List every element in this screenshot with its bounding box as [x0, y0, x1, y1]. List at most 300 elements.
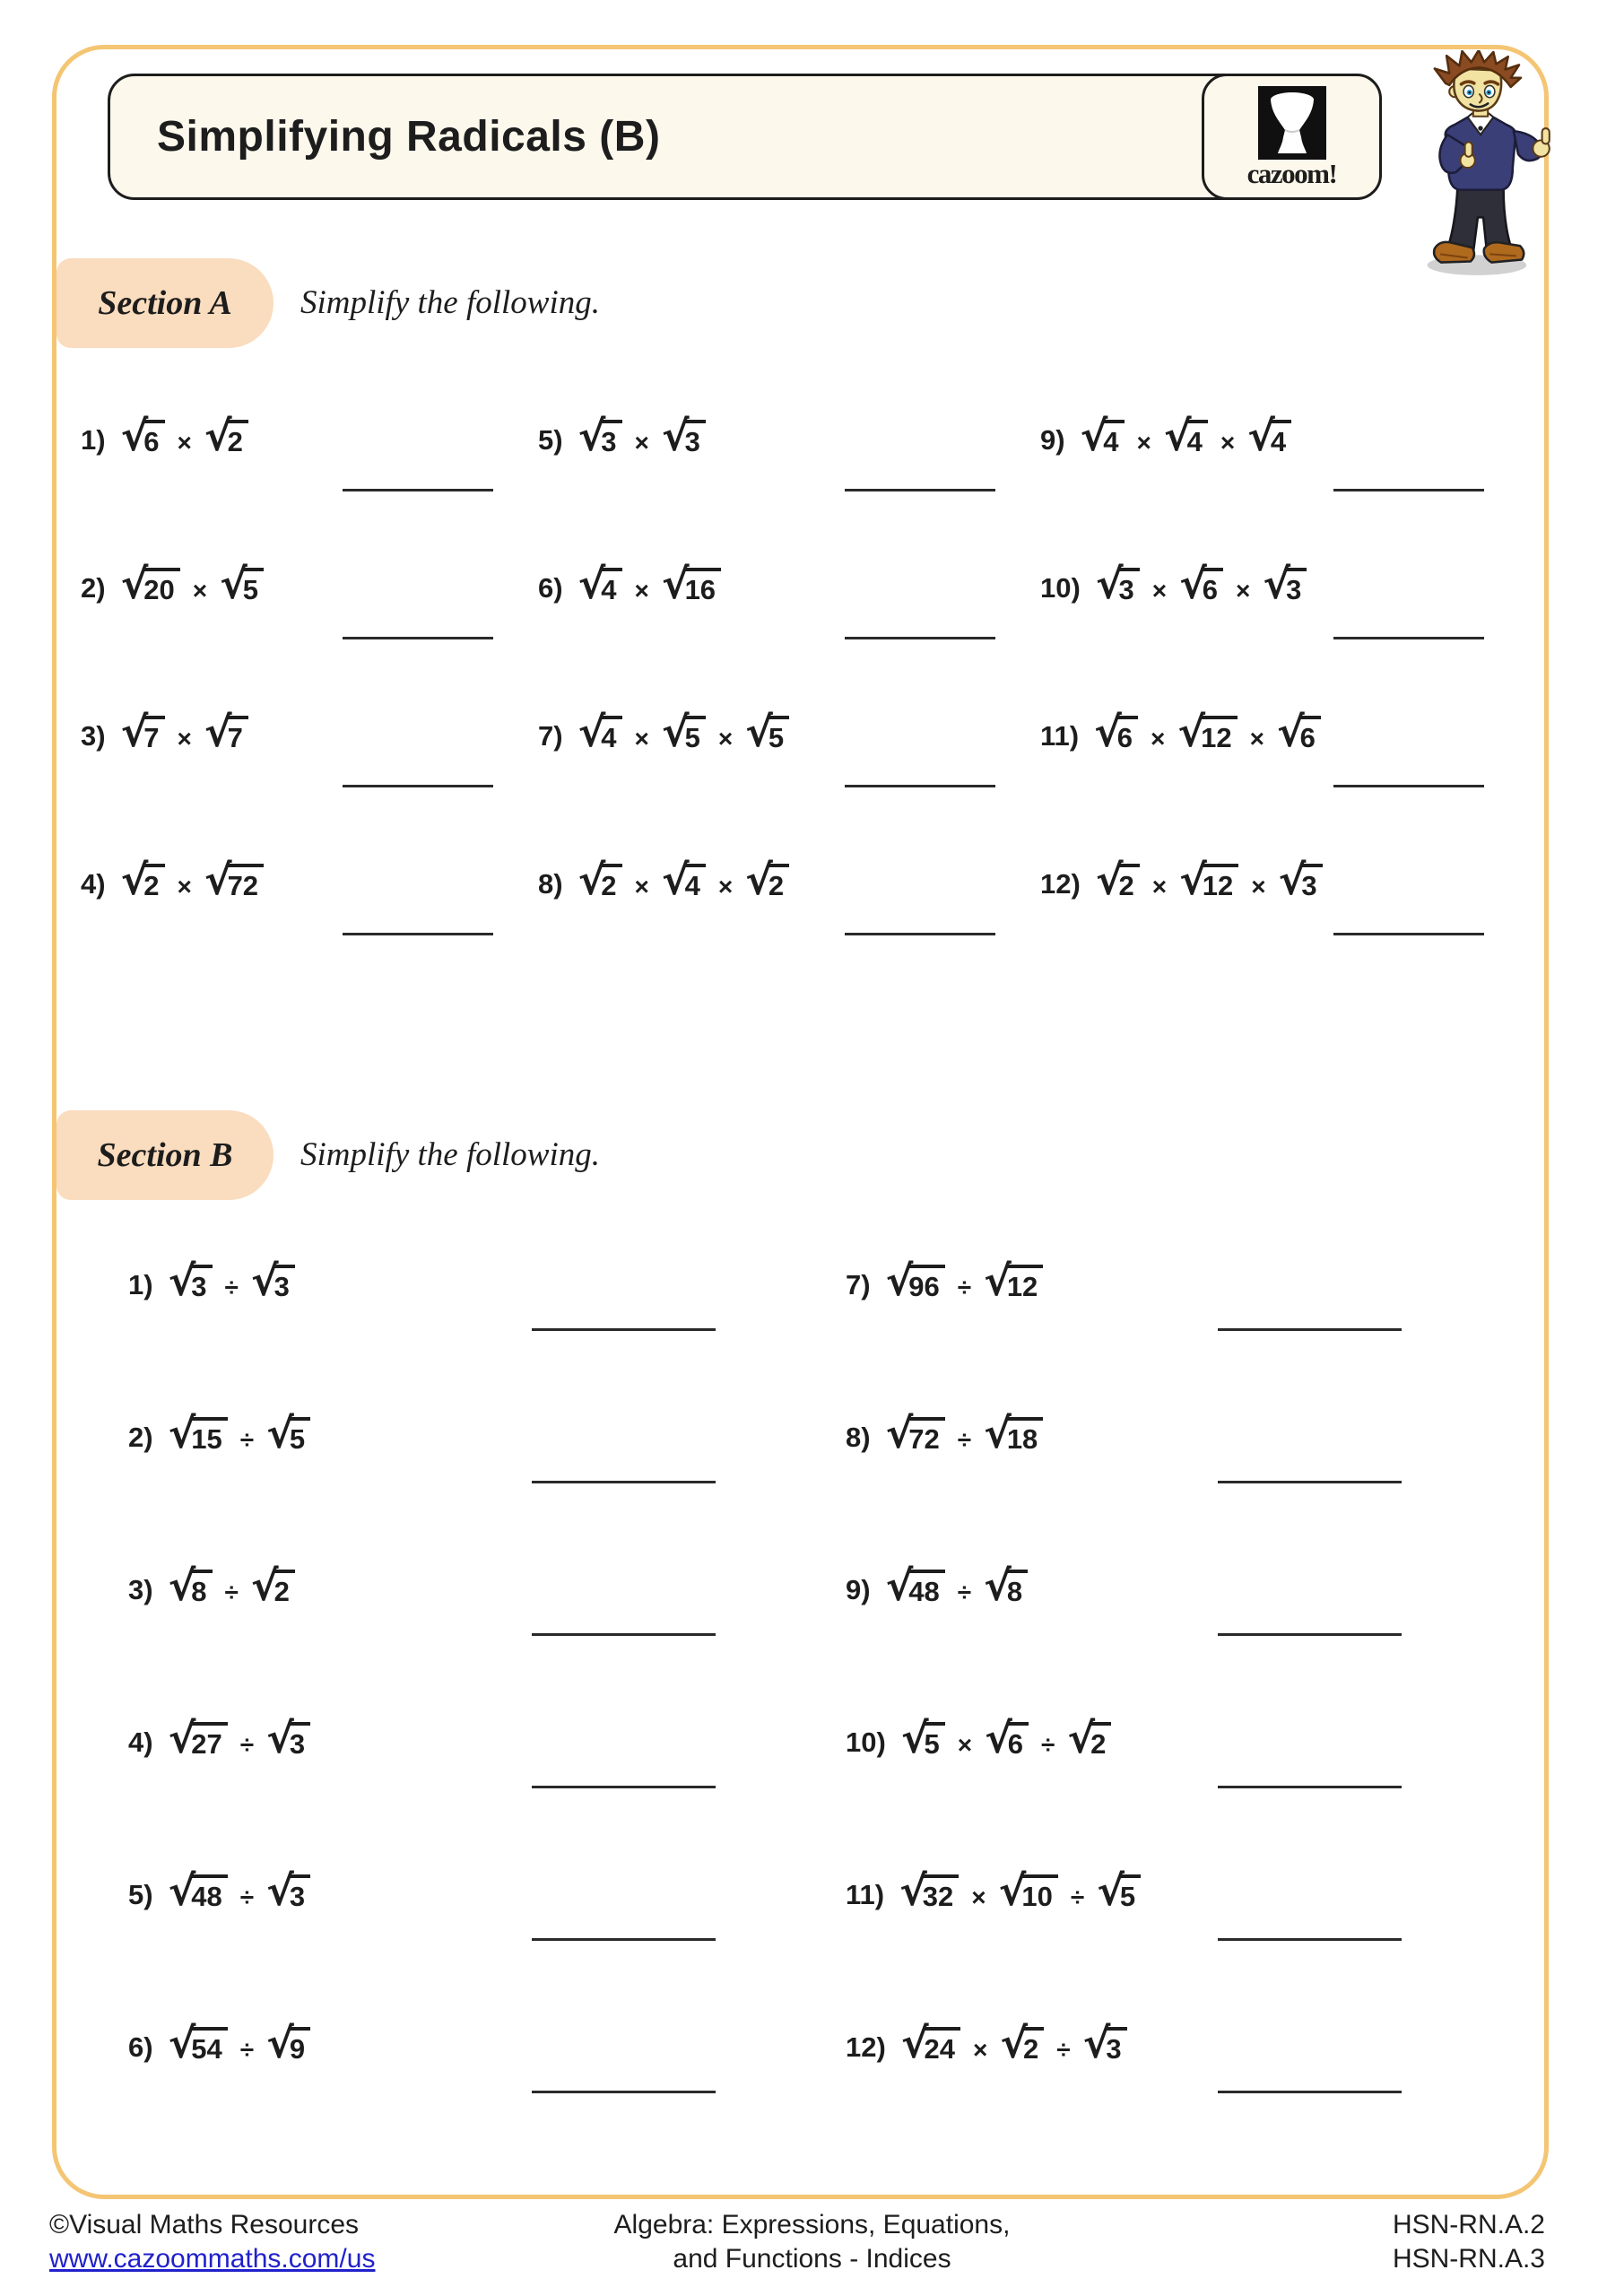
operator: ×: [1151, 577, 1168, 604]
radicand: 3: [274, 1265, 295, 1303]
answer-line: [1218, 1938, 1402, 1941]
problem: [846, 1561, 1532, 1718]
standard-code-2: HSN-RN.A.3: [1392, 2244, 1545, 2274]
sqrt-term: [1080, 412, 1125, 460]
sqrt-term: [661, 708, 706, 756]
problem-statement: [846, 1257, 1532, 1305]
radical-sign-icon: √: [661, 560, 687, 608]
radicand: 3: [190, 1265, 212, 1303]
sqrt-term: [578, 412, 622, 460]
problem-number: 4): [128, 1726, 153, 1758]
radical-sign-icon: √: [168, 1257, 194, 1305]
sqrt-term: [266, 2019, 310, 2067]
problem-expression: [884, 1409, 1046, 1457]
radicand: 27: [190, 1722, 227, 1761]
operator: ×: [957, 1731, 973, 1759]
sqrt-term: [120, 708, 165, 756]
problem-expression: [119, 560, 265, 608]
problem-statement: [81, 412, 538, 460]
section-a-problems-grid: [81, 412, 1529, 1007]
sqrt-term: [266, 1409, 310, 1457]
problem-expression: [1094, 560, 1309, 608]
radical-sign-icon: √: [985, 1714, 1010, 1762]
radicand: 4: [600, 568, 621, 606]
problem-expression: [577, 708, 792, 756]
problem-expression: [898, 1866, 1142, 1915]
problem-number: 9): [1040, 424, 1065, 456]
operator: ×: [1220, 429, 1236, 457]
problem-number: 8): [538, 868, 563, 900]
sqrt-term: [120, 560, 180, 608]
radicand: 2: [1022, 2027, 1044, 2066]
answer-line: [1218, 2091, 1402, 2093]
sqrt-term: [578, 856, 622, 904]
radical-sign-icon: √: [204, 708, 230, 756]
sqrt-term: [1263, 560, 1307, 608]
topic-line-1: Algebra: Expressions, Equations,: [613, 2210, 1011, 2239]
section-a-instruction: Simplify the following.: [300, 284, 601, 321]
problem-expression: [1092, 708, 1323, 756]
radical-sign-icon: √: [578, 856, 604, 904]
radicand: 54: [190, 2027, 227, 2066]
problem: [846, 1714, 1532, 1870]
problem-number: 6): [538, 572, 563, 604]
radicand: 2: [143, 864, 164, 902]
problem-expression: [119, 412, 250, 460]
answer-line: [1218, 1786, 1402, 1788]
radical-sign-icon: √: [661, 856, 687, 904]
radicand: 72: [227, 864, 264, 902]
sqrt-term: [204, 412, 248, 460]
radical-sign-icon: √: [250, 1257, 276, 1305]
mascot-boy-illustration: [1388, 50, 1573, 280]
problem-number: 7): [538, 720, 563, 752]
problem-number: 1): [128, 1269, 153, 1300]
problem-expression: [577, 560, 723, 608]
sqrt-term: [1179, 560, 1223, 608]
radical-sign-icon: √: [984, 1409, 1009, 1457]
problem-number: 11): [1040, 720, 1080, 752]
radical-sign-icon: √: [120, 412, 146, 460]
radical-sign-icon: √: [998, 1866, 1024, 1915]
problem-statement: [1040, 856, 1529, 904]
topic-line-2: and Functions - Indices: [673, 2244, 951, 2274]
problem-statement: [128, 1409, 846, 1457]
answer-line: [1333, 933, 1484, 935]
problem: [128, 2019, 846, 2175]
problem-expression: [167, 1257, 297, 1305]
sqrt-term: [900, 1714, 945, 1762]
operator: ×: [177, 429, 192, 457]
radicand: 12: [1200, 716, 1237, 754]
problem-statement: [846, 1409, 1532, 1457]
problem-number: 5): [538, 424, 563, 456]
problem-expression: [1079, 412, 1294, 460]
problem-statement: [846, 1866, 1532, 1915]
operator: ÷: [1041, 1731, 1055, 1759]
radicand: 2: [600, 864, 621, 902]
answer-line: [1218, 1633, 1402, 1636]
radical-sign-icon: √: [266, 2019, 291, 2067]
sqrt-term: [168, 1866, 228, 1915]
sqrt-term: [1276, 708, 1321, 756]
operator: ÷: [957, 1426, 972, 1454]
problem-statement: [538, 560, 1040, 608]
problem: [846, 1866, 1532, 2022]
footer-topic: [0, 2208, 1624, 2276]
radical-sign-icon: √: [1080, 412, 1106, 460]
answer-line: [1218, 1481, 1402, 1483]
radicand: 3: [600, 420, 621, 458]
radical-sign-icon: √: [120, 708, 146, 756]
answer-line: [343, 637, 493, 639]
answer-line: [532, 1938, 716, 1941]
sqrt-term: [250, 1257, 295, 1305]
radicand: 8: [190, 1570, 212, 1608]
operator: ×: [634, 429, 649, 457]
radicand: 5: [684, 716, 706, 754]
problem-number: 2): [81, 572, 106, 604]
sqrt-term: [1179, 856, 1238, 904]
problem: [128, 1561, 846, 1718]
problem: [1040, 560, 1529, 711]
problem-expression: [167, 1409, 312, 1457]
answer-line: [845, 637, 995, 639]
radicand: 18: [1006, 1417, 1043, 1456]
operator: ÷: [239, 2036, 255, 2064]
sqrt-term: [985, 1714, 1029, 1762]
cazoom-logo-box: [1202, 74, 1382, 200]
radicand: 2: [227, 420, 248, 458]
problem-statement: [538, 856, 1040, 904]
radical-sign-icon: √: [168, 2019, 194, 2067]
section-b-instruction: Simplify the following.: [300, 1136, 601, 1173]
radicand: 4: [1102, 420, 1124, 458]
answer-line: [532, 2091, 716, 2093]
radicand: 7: [227, 716, 248, 754]
answer-line: [1333, 637, 1484, 639]
radical-sign-icon: √: [1179, 856, 1204, 904]
radical-sign-icon: √: [1163, 412, 1189, 460]
problem-number: 3): [128, 1574, 153, 1605]
problem-statement: [538, 708, 1040, 756]
problem-number: 11): [846, 1879, 885, 1910]
problem-expression: [167, 1714, 312, 1762]
cazoom-website-link[interactable]: www.cazoommaths.com/us: [49, 2244, 376, 2274]
problem-statement: [128, 1561, 846, 1610]
operator: ×: [1236, 577, 1251, 604]
sqrt-term: [168, 1714, 228, 1762]
sqrt-term: [1000, 2019, 1044, 2067]
radicand: 5: [289, 1417, 310, 1456]
problem-expression: [167, 1561, 297, 1610]
radicand: 6: [1116, 716, 1138, 754]
sqrt-term: [120, 856, 165, 904]
problem: [1040, 412, 1529, 563]
radical-sign-icon: √: [120, 856, 146, 904]
problem: [1040, 708, 1529, 859]
answer-line: [343, 489, 493, 491]
sqrt-term: [266, 1714, 310, 1762]
radicand: 4: [1186, 420, 1208, 458]
radical-sign-icon: √: [1247, 412, 1272, 460]
sqrt-term: [1067, 1714, 1111, 1762]
operator: ×: [1136, 429, 1151, 457]
problem: [846, 2019, 1532, 2175]
problem-statement: [128, 1714, 846, 1762]
radicand: 3: [289, 1722, 310, 1761]
operator: ÷: [239, 1731, 255, 1759]
problem-statement: [538, 412, 1040, 460]
radical-sign-icon: √: [120, 560, 146, 608]
radical-sign-icon: √: [661, 412, 687, 460]
sqrt-term: [984, 1257, 1043, 1305]
operator: ×: [177, 725, 192, 752]
radicand: 24: [924, 2027, 960, 2066]
sqrt-term: [120, 412, 165, 460]
problem-number: 5): [128, 1879, 153, 1910]
problem: [846, 1409, 1532, 1565]
radical-sign-icon: √: [900, 1714, 926, 1762]
radical-sign-icon: √: [661, 708, 687, 756]
answer-line: [1333, 785, 1484, 787]
sqrt-term: [1097, 1866, 1141, 1915]
operator: ×: [634, 577, 649, 604]
problem-expression: [899, 1714, 1114, 1762]
radical-sign-icon: √: [1179, 560, 1204, 608]
radical-sign-icon: √: [1177, 708, 1203, 756]
radicand: 48: [908, 1570, 944, 1608]
operator: ×: [634, 725, 649, 752]
radical-sign-icon: √: [1094, 708, 1119, 756]
radical-sign-icon: √: [1067, 1714, 1093, 1762]
operator: ÷: [224, 1274, 239, 1301]
radical-sign-icon: √: [1095, 560, 1121, 608]
problem-expression: [167, 1866, 312, 1915]
radical-sign-icon: √: [1000, 2019, 1026, 2067]
sqrt-term: [984, 1561, 1028, 1610]
sqrt-term: [1278, 856, 1323, 904]
radicand: 3: [1285, 568, 1307, 606]
radicand: 9: [289, 2027, 310, 2066]
answer-line: [845, 489, 995, 491]
radical-sign-icon: √: [250, 1561, 276, 1610]
section-b-problems-grid: [128, 1257, 1532, 2175]
problem: [81, 856, 538, 1007]
radical-sign-icon: √: [168, 1714, 194, 1762]
problem-statement: [128, 2019, 846, 2067]
operator: ÷: [957, 1274, 972, 1301]
answer-line: [845, 785, 995, 787]
radicand: 3: [684, 420, 706, 458]
problem-expression: [884, 1561, 1029, 1610]
radicand: 5: [242, 568, 264, 606]
sqrt-term: [661, 856, 706, 904]
radical-sign-icon: √: [984, 1257, 1009, 1305]
radicand: 3: [1300, 864, 1322, 902]
radicand: 2: [768, 864, 789, 902]
operator: ×: [1249, 725, 1264, 752]
sqrt-term: [745, 708, 789, 756]
sqrt-term: [998, 1866, 1058, 1915]
radical-sign-icon: √: [1097, 1866, 1122, 1915]
answer-line: [343, 785, 493, 787]
radicand: 4: [1270, 420, 1291, 458]
sqrt-term: [900, 2019, 960, 2067]
operator: ×: [717, 873, 734, 900]
problem-number: 2): [128, 1422, 153, 1453]
sqrt-term: [1247, 412, 1291, 460]
problem: [128, 1866, 846, 2022]
problem-expression: [899, 2019, 1129, 2067]
sqrt-term: [1095, 560, 1140, 608]
problem: [128, 1714, 846, 1870]
sqrt-term: [1095, 856, 1140, 904]
sqrt-term: [1082, 2019, 1127, 2067]
operator: ÷: [957, 1578, 972, 1606]
operator: ÷: [1070, 1883, 1085, 1911]
problem-statement: [846, 1561, 1532, 1610]
problem-statement: [1040, 708, 1529, 756]
answer-line: [343, 933, 493, 935]
problem: [538, 560, 1040, 711]
sqrt-term: [1094, 708, 1138, 756]
radical-sign-icon: √: [578, 708, 604, 756]
problem-statement: [81, 560, 538, 608]
radical-sign-icon: √: [266, 1866, 291, 1915]
radicand: 16: [684, 568, 721, 606]
problem-number: 4): [81, 868, 106, 900]
problem-number: 10): [846, 1726, 886, 1758]
sqrt-term: [984, 1409, 1043, 1457]
radicand: 2: [1090, 1722, 1111, 1761]
radicand: 6: [143, 420, 164, 458]
problem: [538, 412, 1040, 563]
copyright-text: ©Visual Maths Resources: [49, 2210, 360, 2239]
operator: ÷: [239, 1426, 255, 1454]
cazoom-logo-text: cazoom!: [1246, 158, 1337, 189]
problem-expression: [119, 856, 265, 904]
problem: [81, 560, 538, 711]
problem-number: 1): [81, 424, 106, 456]
radical-sign-icon: √: [578, 560, 604, 608]
radical-sign-icon: √: [1263, 560, 1289, 608]
problem: [128, 1257, 846, 1413]
operator: ×: [634, 873, 649, 900]
sqrt-term: [204, 856, 264, 904]
radical-sign-icon: √: [745, 856, 770, 904]
radical-sign-icon: √: [168, 1561, 194, 1610]
radicand: 2: [1118, 864, 1140, 902]
answer-line: [532, 1481, 716, 1483]
radicand: 10: [1020, 1874, 1057, 1913]
answer-line: [532, 1786, 716, 1788]
problem: [846, 1257, 1532, 1413]
sqrt-term: [661, 560, 721, 608]
problem-number: 7): [846, 1269, 871, 1300]
problem-number: 6): [128, 2031, 153, 2063]
sqrt-term: [578, 708, 622, 756]
radicand: 48: [190, 1874, 227, 1913]
operator: ×: [177, 873, 192, 900]
radical-sign-icon: √: [745, 708, 770, 756]
sqrt-term: [661, 412, 706, 460]
problem: [538, 708, 1040, 859]
sqrt-term: [168, 1561, 213, 1610]
sqrt-term: [168, 1409, 228, 1457]
answer-line: [845, 933, 995, 935]
sqrt-term: [168, 1257, 213, 1305]
sqrt-term: [168, 2019, 228, 2067]
radical-sign-icon: √: [885, 1409, 911, 1457]
radical-sign-icon: √: [1276, 708, 1302, 756]
radicand: 12: [1202, 864, 1238, 902]
problem-statement: [846, 2019, 1532, 2067]
operator: ÷: [224, 1578, 239, 1606]
problem: [81, 708, 538, 859]
radicand: 5: [1119, 1874, 1141, 1913]
operator: ×: [971, 1883, 986, 1911]
problem-number: 9): [846, 1574, 871, 1605]
problem-statement: [128, 1866, 846, 1915]
sqrt-term: [578, 560, 622, 608]
radicand: 5: [768, 716, 789, 754]
radical-sign-icon: √: [900, 2019, 926, 2067]
section-b-label: Section B: [56, 1110, 274, 1200]
radicand: 6: [1299, 716, 1321, 754]
problem-expression: [577, 856, 792, 904]
radical-sign-icon: √: [204, 856, 230, 904]
radical-sign-icon: √: [220, 560, 245, 608]
sqrt-term: [250, 1561, 295, 1610]
radical-sign-icon: √: [204, 412, 230, 460]
radicand: 4: [600, 716, 621, 754]
radical-sign-icon: √: [578, 412, 604, 460]
radicand: 3: [1118, 568, 1140, 606]
problem-number: 8): [846, 1422, 871, 1453]
radicand: 32: [922, 1874, 959, 1913]
operator: ×: [1151, 725, 1166, 752]
radicand: 72: [908, 1417, 944, 1456]
problem-statement: [81, 708, 538, 756]
radicand: 15: [190, 1417, 227, 1456]
title-box: [108, 74, 1382, 200]
operator: ÷: [239, 1883, 255, 1911]
problem-expression: [884, 1257, 1046, 1305]
operator: ×: [717, 725, 734, 752]
worksheet-page: [52, 45, 1549, 2199]
sqrt-term: [1163, 412, 1208, 460]
answer-line: [532, 1633, 716, 1636]
operator: ×: [1151, 873, 1168, 900]
sqrt-term: [266, 1866, 310, 1915]
radicand: 7: [143, 716, 164, 754]
radical-sign-icon: √: [168, 1409, 194, 1457]
problem: [81, 412, 538, 563]
problem-number: 10): [1040, 572, 1081, 604]
problem: [1040, 856, 1529, 1007]
problem-statement: [81, 856, 538, 904]
operator: ×: [972, 2036, 988, 2064]
radical-sign-icon: √: [885, 1561, 911, 1610]
sqrt-term: [204, 708, 248, 756]
page-title: Simplifying Radicals (B): [157, 113, 661, 161]
radicand: 8: [1006, 1570, 1028, 1608]
radicand: 3: [1105, 2027, 1126, 2066]
problem-expression: [577, 412, 708, 460]
radicand: 12: [1006, 1265, 1043, 1303]
problem-expression: [1094, 856, 1324, 904]
